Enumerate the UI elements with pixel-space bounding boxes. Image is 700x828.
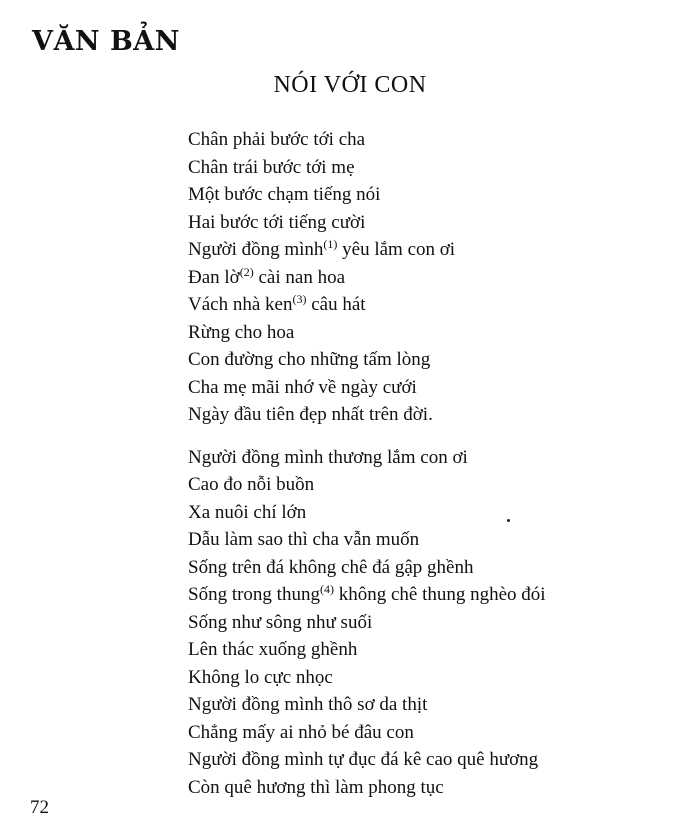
poem-line: Sống trên đá không chê đá gập ghềnh — [188, 556, 474, 578]
poem-line: Cao đo nỗi buồn — [188, 474, 315, 495]
poem-line: Ngày đầu tiên đẹp nhất trên đời. — [188, 404, 433, 425]
poem-line: Con đường cho những tấm lòng — [188, 349, 431, 370]
poem-line: Hai bước tới tiếng cười — [188, 211, 366, 233]
poem-line: Sống như sông như suối — [188, 611, 373, 633]
poem-line: Chẳng mấy ai nhỏ bé đâu con — [188, 721, 414, 743]
section-heading: VĂN BẢN — [32, 26, 180, 57]
poem-line: Người đồng mình$^{(1)}$ yêu lắm con ơi — [188, 237, 456, 260]
poem-line: Sống trong thung$^{(4)}$ không chê thung nghèo đói — [188, 582, 546, 605]
poem-line: Cha mẹ mãi nhớ về ngày cưới — [188, 376, 417, 398]
stanza-2 — [188, 444, 546, 802]
stanza-1 — [188, 126, 546, 429]
poem-line: Xa nuôi chí lớn — [188, 501, 307, 523]
poem-line: Còn quê hương thì làm phong tục — [188, 776, 444, 798]
poem-line: Người đồng mình thô sơ da thịt — [188, 694, 428, 715]
footnote-marker: (2) — [239, 264, 254, 279]
footnote-marker: (3) — [292, 292, 307, 306]
poem-title: NÓI VỚI CON — [273, 72, 427, 98]
poem-line: Rừng cho hoa — [188, 321, 295, 343]
poem-line: Không lo cực nhọc — [188, 666, 333, 688]
poem-line: Người đồng mình thương lắm con ơi — [188, 446, 468, 468]
footnote-marker: (1) — [323, 237, 338, 251]
ink-speck — [507, 519, 510, 522]
poem-line: Chân phải bước tới cha — [188, 129, 366, 150]
poem-line: Dẫu làm sao thì cha vẫn muốn — [188, 529, 420, 550]
poem-line: Lên thác xuống ghềnh — [188, 639, 358, 660]
poem-line: Một bước chạm tiếng nói — [188, 184, 381, 205]
page-number: 72 — [30, 797, 49, 818]
poem-body — [188, 126, 546, 801]
footnote-marker: (4) — [319, 582, 334, 596]
poem-line: Chân trái bước tới mẹ — [188, 156, 355, 178]
poem-line: Đan lờ$^{(2)}$ cài nan hoa — [188, 264, 345, 288]
poem-line: Người đồng mình tự đục đá kê cao quê hương — [188, 749, 539, 770]
poem-line: Vách nhà ken$^{(3)}$ câu hát — [188, 292, 366, 315]
